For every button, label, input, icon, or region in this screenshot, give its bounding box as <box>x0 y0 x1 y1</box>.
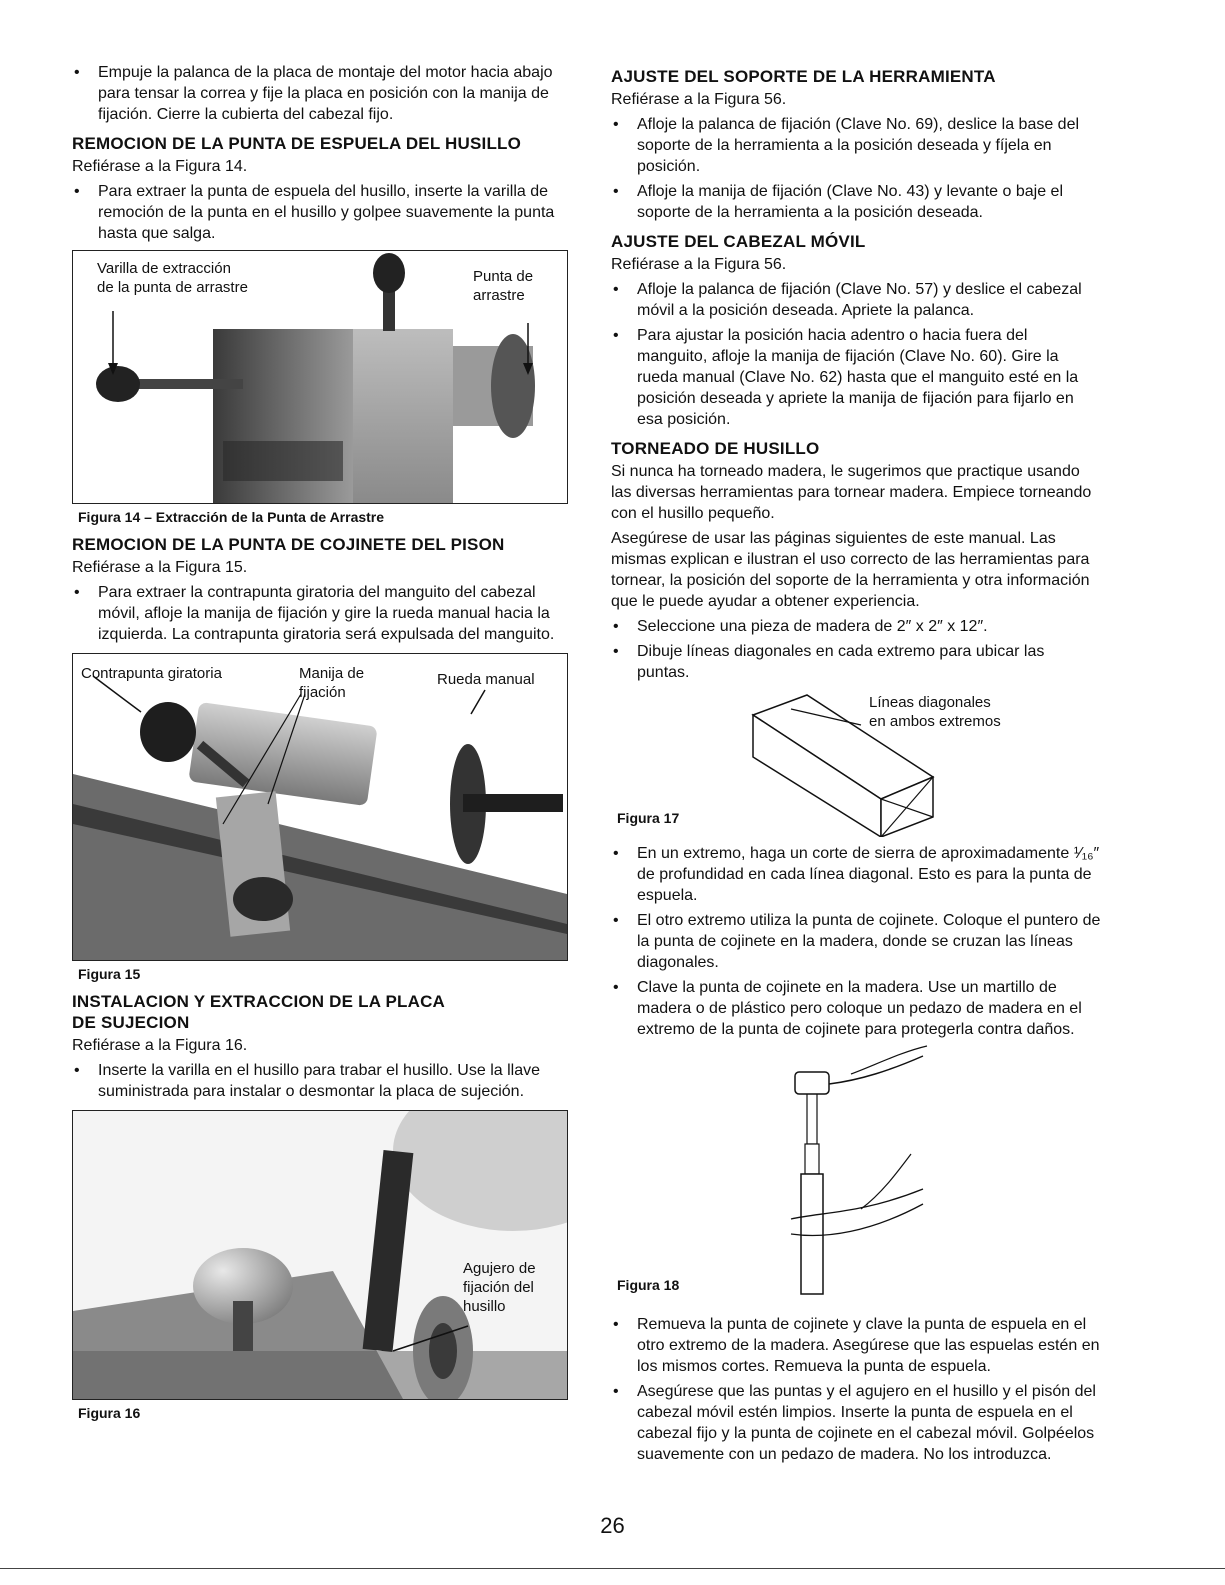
ref-figura-15: Refiérase a la Figura 15. <box>72 559 248 576</box>
figure-17 <box>611 687 1101 837</box>
heading-instalacion-placa <box>72 991 570 1033</box>
fig16-label-agujero: Agujero de fijación del husillo <box>463 1260 536 1315</box>
para-torneado-1: Si nunca ha torneado madera, le sugerimos que practique usando las diversas herramientas para tornear madera. Empiece torneando con el husillo pequeño. <box>611 463 1092 522</box>
bullet-dibuje-lineas: • Dibuje líneas diagonales en cada extremo para ubicar las puntas. <box>611 641 1101 683</box>
heading-instalacion-placa-line2: DE SUJECION <box>72 1013 190 1032</box>
bottom-rule <box>0 1568 1225 1569</box>
fig15-label-contrapunta: Contrapunta giratoria <box>81 665 222 682</box>
heading-remocion-punta-espuela: REMOCION DE LA PUNTA DE ESPUELA DEL HUSILLO <box>72 134 522 153</box>
bullet-asegurese-limpios: • Asegúrese que las puntas y el agujero en el husillo y el pisón del cabezal móvil estén limpios. Inserte la punta de espuela en el cabezal fijo y la punta de cojinete en el cabezal móvil. Golpéelos suavemente con un pedazo de madera. No los introduzca. <box>611 1381 1101 1465</box>
bullet-afloje-manija-43: • Afloje la manija de fijación (Clave No. 43) y levante o baje el soporte de la herramienta a la posición deseada. <box>611 181 1101 223</box>
bullet-seleccione-madera: • Seleccione una pieza de madera de 2″ x 2″ x 12″. <box>611 616 1101 637</box>
bullet-afloje-palanca-57: • Afloje la palanca de fijación (Clave No. 57) y deslice el cabezal móvil a la posición deseada. Apriete la palanca. <box>611 279 1101 321</box>
fig14-label-punta: Punta de arrastre <box>473 268 534 304</box>
figure-17-caption: Figura 17 <box>617 810 680 826</box>
figure-14 <box>72 250 568 504</box>
figure-18-illustration <box>611 1044 1101 1304</box>
heading-instalacion-placa-line1: INSTALACION Y EXTRACCION DE LA PLACA <box>72 992 446 1011</box>
heading-ajuste-soporte: AJUSTE DEL SOPORTE DE LA HERRAMIENTA <box>611 67 996 86</box>
para-torneado-2: Asegúrese de usar las páginas siguientes de este manual. Las mismas explican e ilustran el uso correcto de las herramientas para tornear, la posición del soporte de la herramienta y otra información que le puede ayudar a obtener experiencia. <box>611 530 1090 610</box>
figure-16 <box>72 1110 568 1400</box>
bullet-remueva-punta: • Remueva la punta de cojinete y clave la punta de espuela en el otro extremo de la madera. Asegúrese que las espuelas estén en los mismos cortes. Remueva la punta de espuela. <box>611 1314 1101 1377</box>
ref-figura-56-a: Refiérase a la Figura 56. <box>611 91 787 108</box>
bullet-ajustar-manguito: • Para ajustar la posición hacia adentro o hacia fuera del manguito, afloje la manija de fijación (Clave No. 60). Gire la rueda manual (Clave No. 62) hasta que el manguito esté en la posición deseada y apriete la manija de fijación para fijarlo en esa posición. <box>611 325 1101 430</box>
figure-18 <box>611 1044 1101 1304</box>
ref-figura-14: Refiérase a la Figura 14. <box>72 158 248 175</box>
figure-16-illustration <box>73 1111 567 1399</box>
bullet-extraer-contrapunta: • Para extraer la contrapunta giratoria del manguito del cabezal móvil, afloje la manija de fijación y gire la rueda manual hacia la izquierda. La contrapunta giratoria será expulsada del manguito. <box>72 582 570 645</box>
figure-15-caption: Figura 15 <box>78 966 141 982</box>
figure-18-caption: Figura 18 <box>617 1277 680 1293</box>
figure-15 <box>72 653 568 961</box>
bullet-clave-punta: • Clave la punta de cojinete en la madera. Use un martillo de madera o de plástico pero coloque un pedazo de madera en el extremo de la punta de cojinete para protegerla contra daños. <box>611 977 1101 1040</box>
figure-14-caption: Figura 14 – Extracción de la Punta de Arrastre <box>78 509 385 525</box>
bullet-afloje-palanca-69: • Afloje la palanca de fijación (Clave No. 69), deslice la base del soporte de la herramienta a la posición deseada y fíjela en posición. <box>611 114 1101 177</box>
right-column <box>611 62 1101 1469</box>
fig15-label-rueda: Rueda manual <box>437 671 535 688</box>
bullet-punta-cojinete: • El otro extremo utiliza la punta de cojinete. Coloque el puntero de la punta de cojinete en la madera, donde se cruzan las líneas diagonales. <box>611 910 1101 973</box>
fig17-label-lineas: Líneas diagonales en ambos extremos <box>869 694 1001 730</box>
ref-figura-16: Refiérase a la Figura 16. <box>72 1037 248 1054</box>
figure-16-caption: Figura 16 <box>78 1405 141 1421</box>
bullet-inserte-varilla: • Inserte la varilla en el husillo para trabar el husillo. Use la llave suministrada para instalar o desmontar la placa de sujeción. <box>72 1060 570 1102</box>
heading-ajuste-cabezal: AJUSTE DEL CABEZAL MÓVIL <box>611 232 866 251</box>
page-number: 26 <box>600 1513 625 1538</box>
bullet-extraer-punta-espuela: • Para extraer la punta de espuela del husillo, inserte la varilla de remoción de la punta en el husillo y golpee suavemente la punta hasta que salga. <box>72 181 570 244</box>
figure-17-illustration <box>611 687 1101 837</box>
bullet-corte-sierra: • En un extremo, haga un corte de sierra de aproximadamente ¹⁄₁₆″ de profundidad en cada línea diagonal. Esto es para la punta de espuela. <box>611 843 1101 906</box>
ref-figura-56-b: Refiérase a la Figura 56. <box>611 256 787 273</box>
fig14-label-varilla: Varilla de extracción de la punta de arrastre <box>97 260 248 296</box>
heading-torneado: TORNEADO DE HUSILLO <box>611 439 820 458</box>
heading-remocion-punta-cojinete: REMOCION DE LA PUNTA DE COJINETE DEL PISON <box>72 535 505 554</box>
intro-bullet: • Empuje la palanca de la placa de montaje del motor hacia abajo para tensar la correa y fije la placa en posición con la manija de fijación. Cierre la cubierta del cabezal fijo. <box>72 62 570 125</box>
left-column <box>72 62 570 1430</box>
fig15-label-manija: Manija de fijación <box>299 665 365 701</box>
